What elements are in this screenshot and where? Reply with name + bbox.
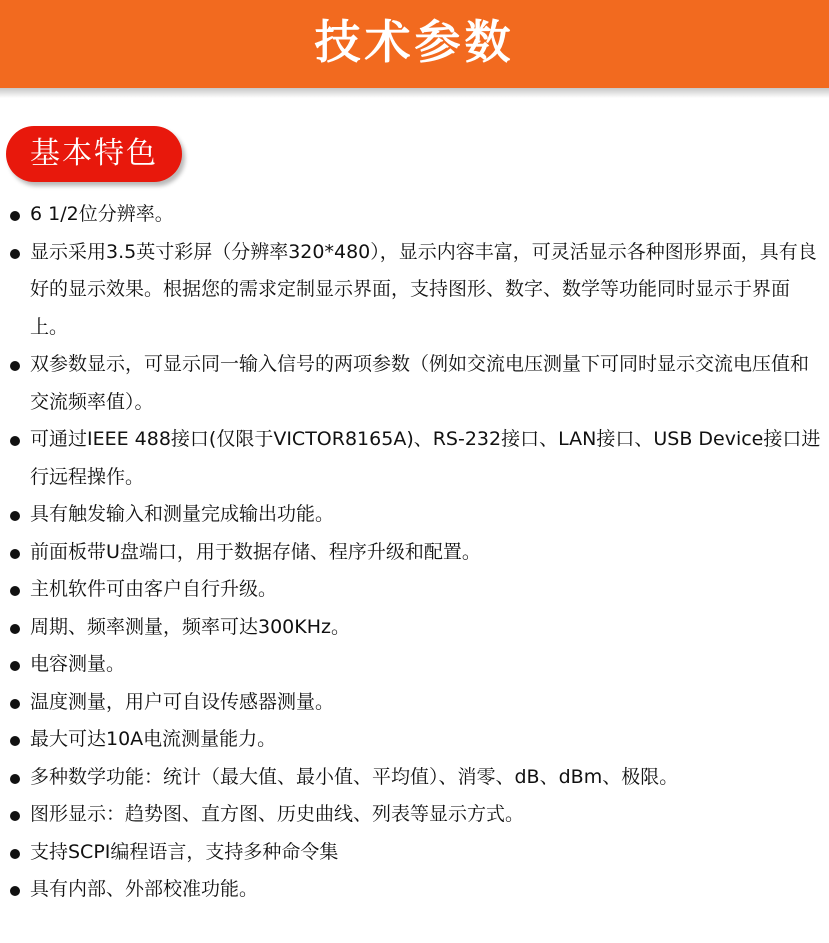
list-item [0,646,829,684]
list-item [0,534,829,572]
bullet-icon [10,736,20,746]
feature-text: 双参数显示，可显示同一输入信号的两项参数（例如交流电压测量下可同时显示交流电压值和交流频率值）。 [30,353,810,413]
list-item [0,496,829,534]
feature-text: 最大可达10A电流测量能力。 [30,728,277,750]
list-item [0,571,829,609]
bullet-icon [10,699,20,709]
list-item [0,684,829,722]
header-shadow [0,88,829,98]
bullet-icon [10,774,20,784]
feature-text: 支持SCPI编程语言，支持多种命令集 [30,840,339,863]
list-item [0,346,829,421]
bullet-icon [10,361,20,371]
bullet-icon [10,586,20,596]
bullet-icon [10,249,20,259]
feature-text: 前面板带U盘端口，用于数据存储、程序升级和配置。 [30,540,481,563]
list-item [0,834,829,872]
list-item [0,796,829,834]
bullet-icon [10,661,20,671]
feature-text: 显示采用3.5英寸彩屏（分辨率320*480），显示内容丰富，可灵活显示各种图形界面，具有良好的显示效果。根据您的需求定制显示界面，支持图形、数字、数学等功能同时显示于界面上。 [30,240,817,338]
feature-text: 可通过IEEE 488接口(仅限于VICTOR8165A)、RS-232接口、LAN接口、USB Device接口进行远程操作。 [30,428,821,488]
feature-text: 主机软件可由客户自行升级。 [30,578,278,600]
feature-list [0,196,829,909]
feature-text: 具有内部、外部校准功能。 [30,878,259,900]
list-item [0,234,829,347]
bullet-icon [10,211,20,221]
bullet-icon [10,811,20,821]
bullet-icon [10,511,20,521]
list-item [0,609,829,647]
section-title: 基本特色 [30,136,158,171]
header-banner [0,0,829,88]
feature-text: 电容测量。 [30,653,126,675]
list-item [0,721,829,759]
feature-text: 周期、频率测量，频率可达300KHz。 [30,615,350,638]
section-tag [6,126,182,182]
page-title: 技术参数 [314,15,515,69]
list-item [0,421,829,496]
bullet-icon [10,436,20,446]
feature-text: 图形显示：趋势图、直方图、历史曲线、列表等显示方式。 [30,803,525,825]
list-item [0,196,829,234]
feature-text: 多种数学功能：统计（最大值、最小值、平均值）、消零、dB、dBm、极限。 [30,765,679,788]
bullet-icon [10,549,20,559]
feature-text: 温度测量，用户可自设传感器测量。 [30,690,335,713]
bullet-icon [10,886,20,896]
list-item [0,871,829,909]
list-item [0,759,829,797]
bullet-icon [10,624,20,634]
feature-text: 具有触发输入和测量完成输出功能。 [30,503,335,525]
bullet-icon [10,849,20,859]
feature-text: 6 1/2位分辨率。 [30,203,174,225]
